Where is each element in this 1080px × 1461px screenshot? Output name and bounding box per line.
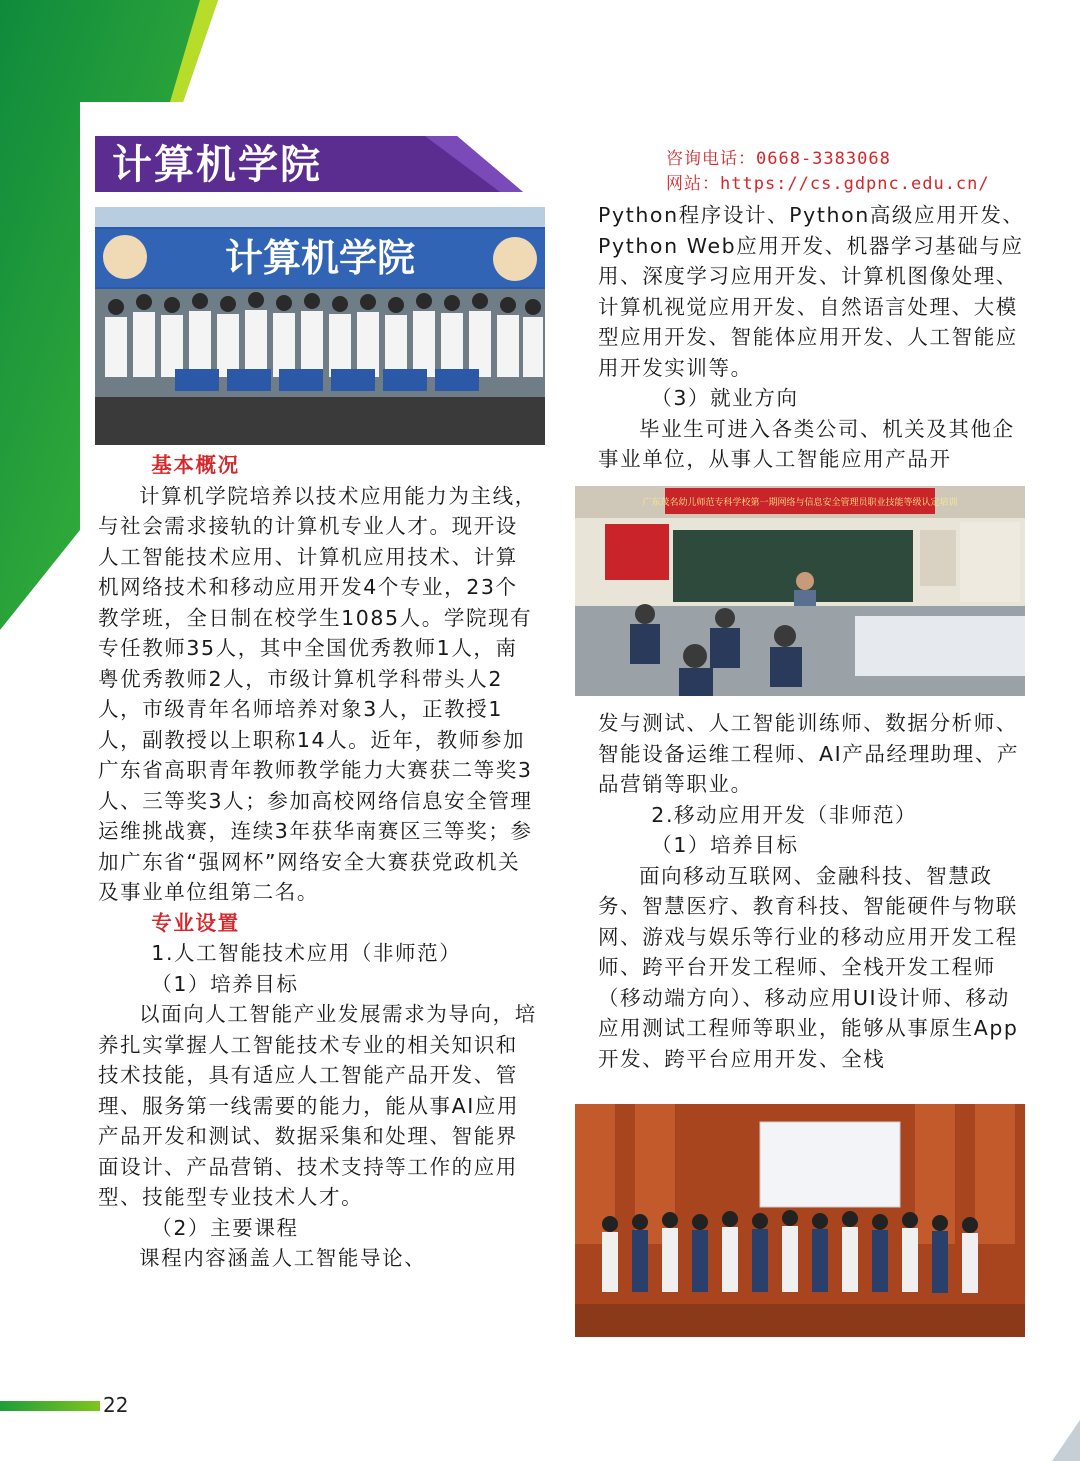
classroom-banner-text: 广东茂名幼儿师范专科学校第一期网络与信息安全管理员职业技能等级认定培训 xyxy=(642,498,958,508)
footer-green-bar xyxy=(0,1401,100,1411)
ai-courses-heading: （2）主要课程 xyxy=(151,1215,299,1240)
page-number: 22 xyxy=(103,1393,129,1417)
ai-goal-paragraph: 以面向人工智能产业发展需求为导向，培养扎实掌握人工智能技术专业的相关知识和技术技能，具有适应人工智能产品开发、管理、服务第一线需要的能力，能从事AI应用产品开发和测试、数据采集和处理、智能界面设计、产品营销、技术支持等工作的应用型、技能型专业技术人才。 xyxy=(98,1002,537,1209)
contact-website[interactable]: 网站：https://cs.gdpnc.edu.cn/ xyxy=(666,174,990,194)
ai-careers-heading: （3）就业方向 xyxy=(651,386,799,410)
mobile-goal-heading: （1）培养目标 xyxy=(651,833,799,857)
classroom-photo xyxy=(575,486,1025,696)
contact-phone: 咨询电话：0668-3383068 xyxy=(666,149,891,169)
overview-paragraph: 计算机学院培养以技术应用能力为主线，与社会需求接轨的计算机专业人才。现开设人工智能技术应用、计算机应用技术、计算机网络技术和移动应用开发4个专业，23个教学班，全日制在校学生1085人。学院现有专任教师35人，其中全国优秀教师1人，南粤优秀教师2人，市级计算机学科带头人2人，市级青年名师培养对象3人，正教授1人，副教授以上职称14人。近年，教师参加广东省高职青年教师教学能力大赛获二等奖3人、三等奖3人；参加高校网络信息安全管理运维挑战赛，连续3年获华南赛区三等奖；参加广东省“强网杯”网络安全大赛获党政机关及事业单位组第二名。 xyxy=(98,483,537,904)
group-photo xyxy=(95,207,545,445)
ai-courses-paragraph-cont: Python程序设计、Python高级应用开发、Python Web应用开发、机器学习基础与应用、深度学习应用开发、计算机图像处理、计算机视觉应用开发、自然语言处理、大模型应用开发、智能体应用开发、人工智能应用开发实训等。 xyxy=(598,203,1025,380)
left-text-column xyxy=(98,450,538,1274)
ai-courses-paragraph-start: 课程内容涵盖人工智能导论、 xyxy=(139,1246,427,1270)
ai-careers-paragraph: 毕业生可进入各类公司、机关及其他企事业单位，从事人工智能应用产品开 xyxy=(598,416,1015,471)
page-title: 计算机学院 xyxy=(112,142,322,188)
mobile-goal-paragraph: 面向移动互联网、金融科技、智慧政务、智慧医疗、教育科技、智能硬件与物联网、游戏与娱乐等行业的移动应用开发工程师、跨平台开发工程师、全栈开发工程师（移动端方向）、移动应用UI设计师、移动应用测试工程师等职业，能够从事原生App开发、跨平台应用开发、全栈 xyxy=(598,863,1019,1071)
section-heading-overview: 基本概况 xyxy=(151,453,240,477)
major-mobile-title: 2.移动应用开发（非师范） xyxy=(651,802,918,827)
auditorium-photo xyxy=(575,1104,1025,1337)
group-banner-text: 计算机学院 xyxy=(224,236,416,280)
right-text-column-top xyxy=(598,200,1026,475)
ai-goal-heading: （1）培养目标 xyxy=(151,971,299,996)
right-text-column-middle xyxy=(598,708,1026,1074)
major-ai-title: 1.人工智能技术应用（非师范） xyxy=(151,941,462,965)
ai-careers-paragraph-cont: 发与测试、人工智能训练师、数据分析师、智能设备运维工程师、AI产品经理助理、产品营销等职业。 xyxy=(598,711,1020,796)
section-heading-majors: 专业设置 xyxy=(151,910,240,935)
